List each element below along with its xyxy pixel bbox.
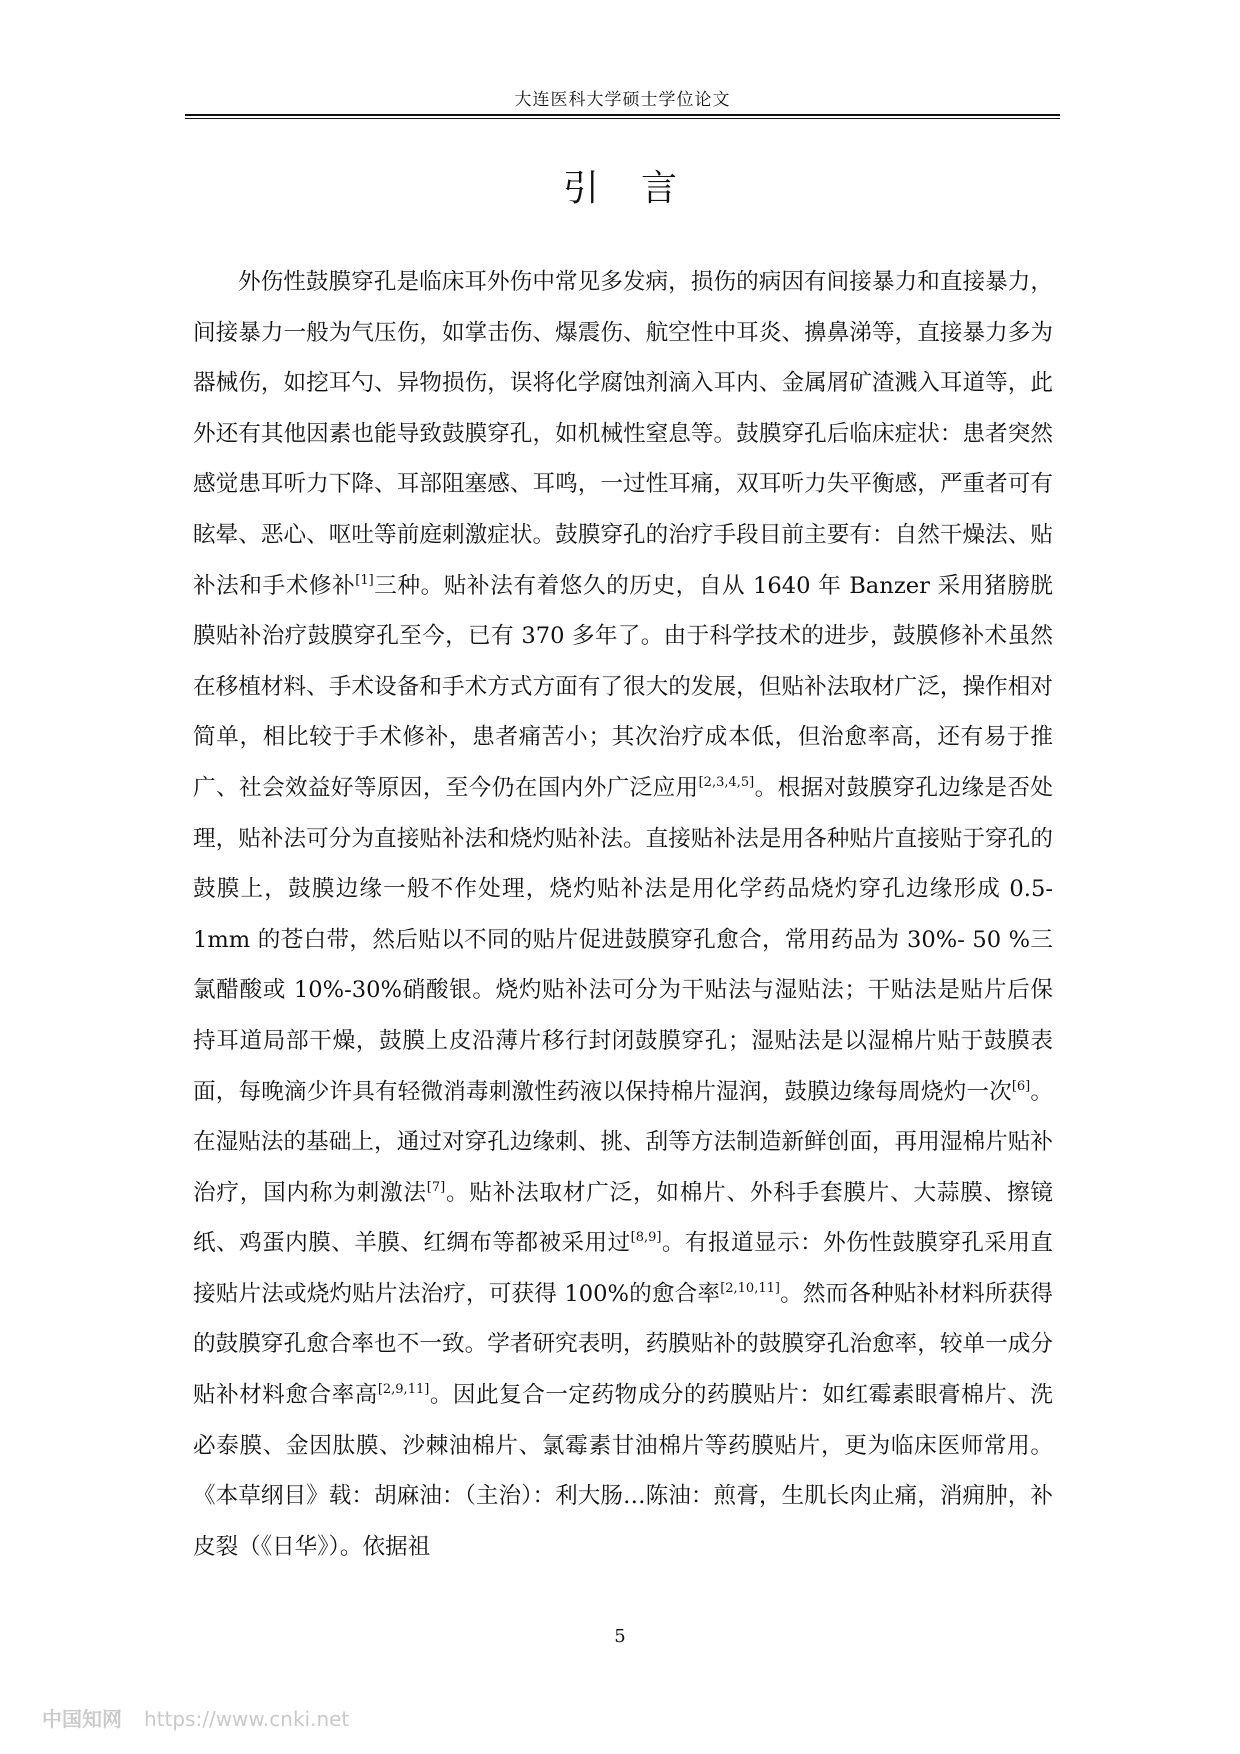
running-header: 大连医科大学硕士学位论文 [514, 90, 731, 110]
citation: [2,9,11] [377, 1382, 430, 1398]
citation: [6] [1011, 1078, 1031, 1094]
body-text: 。有报道显示：外伤性鼓膜穿孔采用直接贴片法或烧灼贴片法治疗，可获得 100%的愈合率 [193, 1230, 1054, 1307]
citation: [7] [426, 1179, 446, 1195]
citation: [2,3,4,5] [698, 774, 755, 790]
body-text: 。因此复合一定药物成分的药膜贴片：如红霉素眼膏棉片、洗必泰膜、金因肽膜、沙棘油棉片、氯霉素甘油棉片等药膜贴片，更为临床医师常用。《本草纲目》载：胡麻油：（主治）：利大肠…陈油：煎膏，生肌长肉止痛，消痈肿，补皮裂（《日华》）。依据祖 [193, 1382, 1054, 1560]
body-text: 三种。贴补法有着悠久的历史，自从 1640 年 Banzer 采用猪膀胱膜贴补治疗鼓膜穿孔至今，已有 370 多年了。由于科学技术的进步，鼓膜修补术虽然在移植材料、手术设备和手术方式方面有了很大的发展，但贴补法取材广泛，操作相对简单，相比较于手术修补，患者痛苦小；其次治疗成本低，但治愈率高，还有易于推广、社会效益好等原因，至今仍在国内外广泛应用 [193, 572, 1053, 801]
body-text: 。然而各种贴补材料所获得的鼓膜穿孔愈合率也不一致。学者研究表明，药膜贴补的鼓膜穿孔治愈率，较单一成分贴补材料愈合率高 [193, 1280, 1054, 1409]
body-paragraph [193, 257, 1053, 1572]
citation: [2,10,11] [720, 1280, 780, 1296]
watermark-logo: 中国知网 [42, 1707, 122, 1731]
citation: [8,9] [630, 1230, 662, 1246]
cnki-watermark [42, 1703, 349, 1732]
body-text: 外伤性鼓膜穿孔是临床耳外伤中常见多发病，损伤的病因有间接暴力和直接暴力，间接暴力一般为气压伤，如掌击伤、爆震伤、航空性中耳炎、擤鼻涕等，直接暴力多为器械伤，如挖耳勺、异物损伤，误将化学腐蚀剂滴入耳内、金属屑矿渣溅入耳道等，此外还有其他因素也能导致鼓膜穿孔，如机械性窒息等。鼓膜穿孔后临床症状：患者突然感觉患耳听力下降、耳部阻塞感、耳鸣，一过性耳痛，双耳听力失平衡感，严重者可有眩晕、恶心、呕吐等前庭刺激症状。鼓膜穿孔的治疗手段目前主要有：自然干燥法、贴补法和手术修补 [193, 269, 1053, 599]
body-text: 。贴补法取材广泛，如棉片、外科手套膜片、大蒜膜、擦镜纸、鸡蛋内膜、羊膜、红绸布等都被采用过 [193, 1179, 1054, 1257]
body-text: 。根据对鼓膜穿孔边缘是否处理，贴补法可分为直接贴补法和烧灼贴补法。直接贴补法是用各种贴片直接贴于穿孔的鼓膜上，鼓膜边缘一般不作处理，烧灼贴补法是用化学药品烧灼穿孔边缘形成 0.5-1mm 的苍白带，然后贴以不同的贴片促进鼓膜穿孔愈合，常用药品为 30%- 50 %三氯醋酸或 10%-30%硝酸银。烧灼贴补法可分为干贴法与湿贴法；干贴法是贴片后保持耳道局部干燥，鼓膜上皮沿薄片移行封闭鼓膜穿孔；湿贴法是以湿棉片贴于鼓膜表面，每晚滴少许具有轻微消毒刺激性药液以保持棉片湿润，鼓膜边缘每周烧灼一次 [193, 774, 1054, 1105]
section-title: 引言 [562, 168, 719, 209]
header-rule-thick [185, 114, 1060, 116]
citation: [1] [355, 572, 374, 588]
watermark-url: https://www.cnki.net [144, 1707, 350, 1731]
body-text: 。在湿贴法的基础上，通过对穿孔边缘刺、挑、刮等方法制造新鲜创面，再用湿棉片贴补治疗，国内称为刺激法 [193, 1078, 1054, 1206]
header-rule-thin [185, 118, 1060, 119]
page-number: 5 [614, 1626, 626, 1647]
